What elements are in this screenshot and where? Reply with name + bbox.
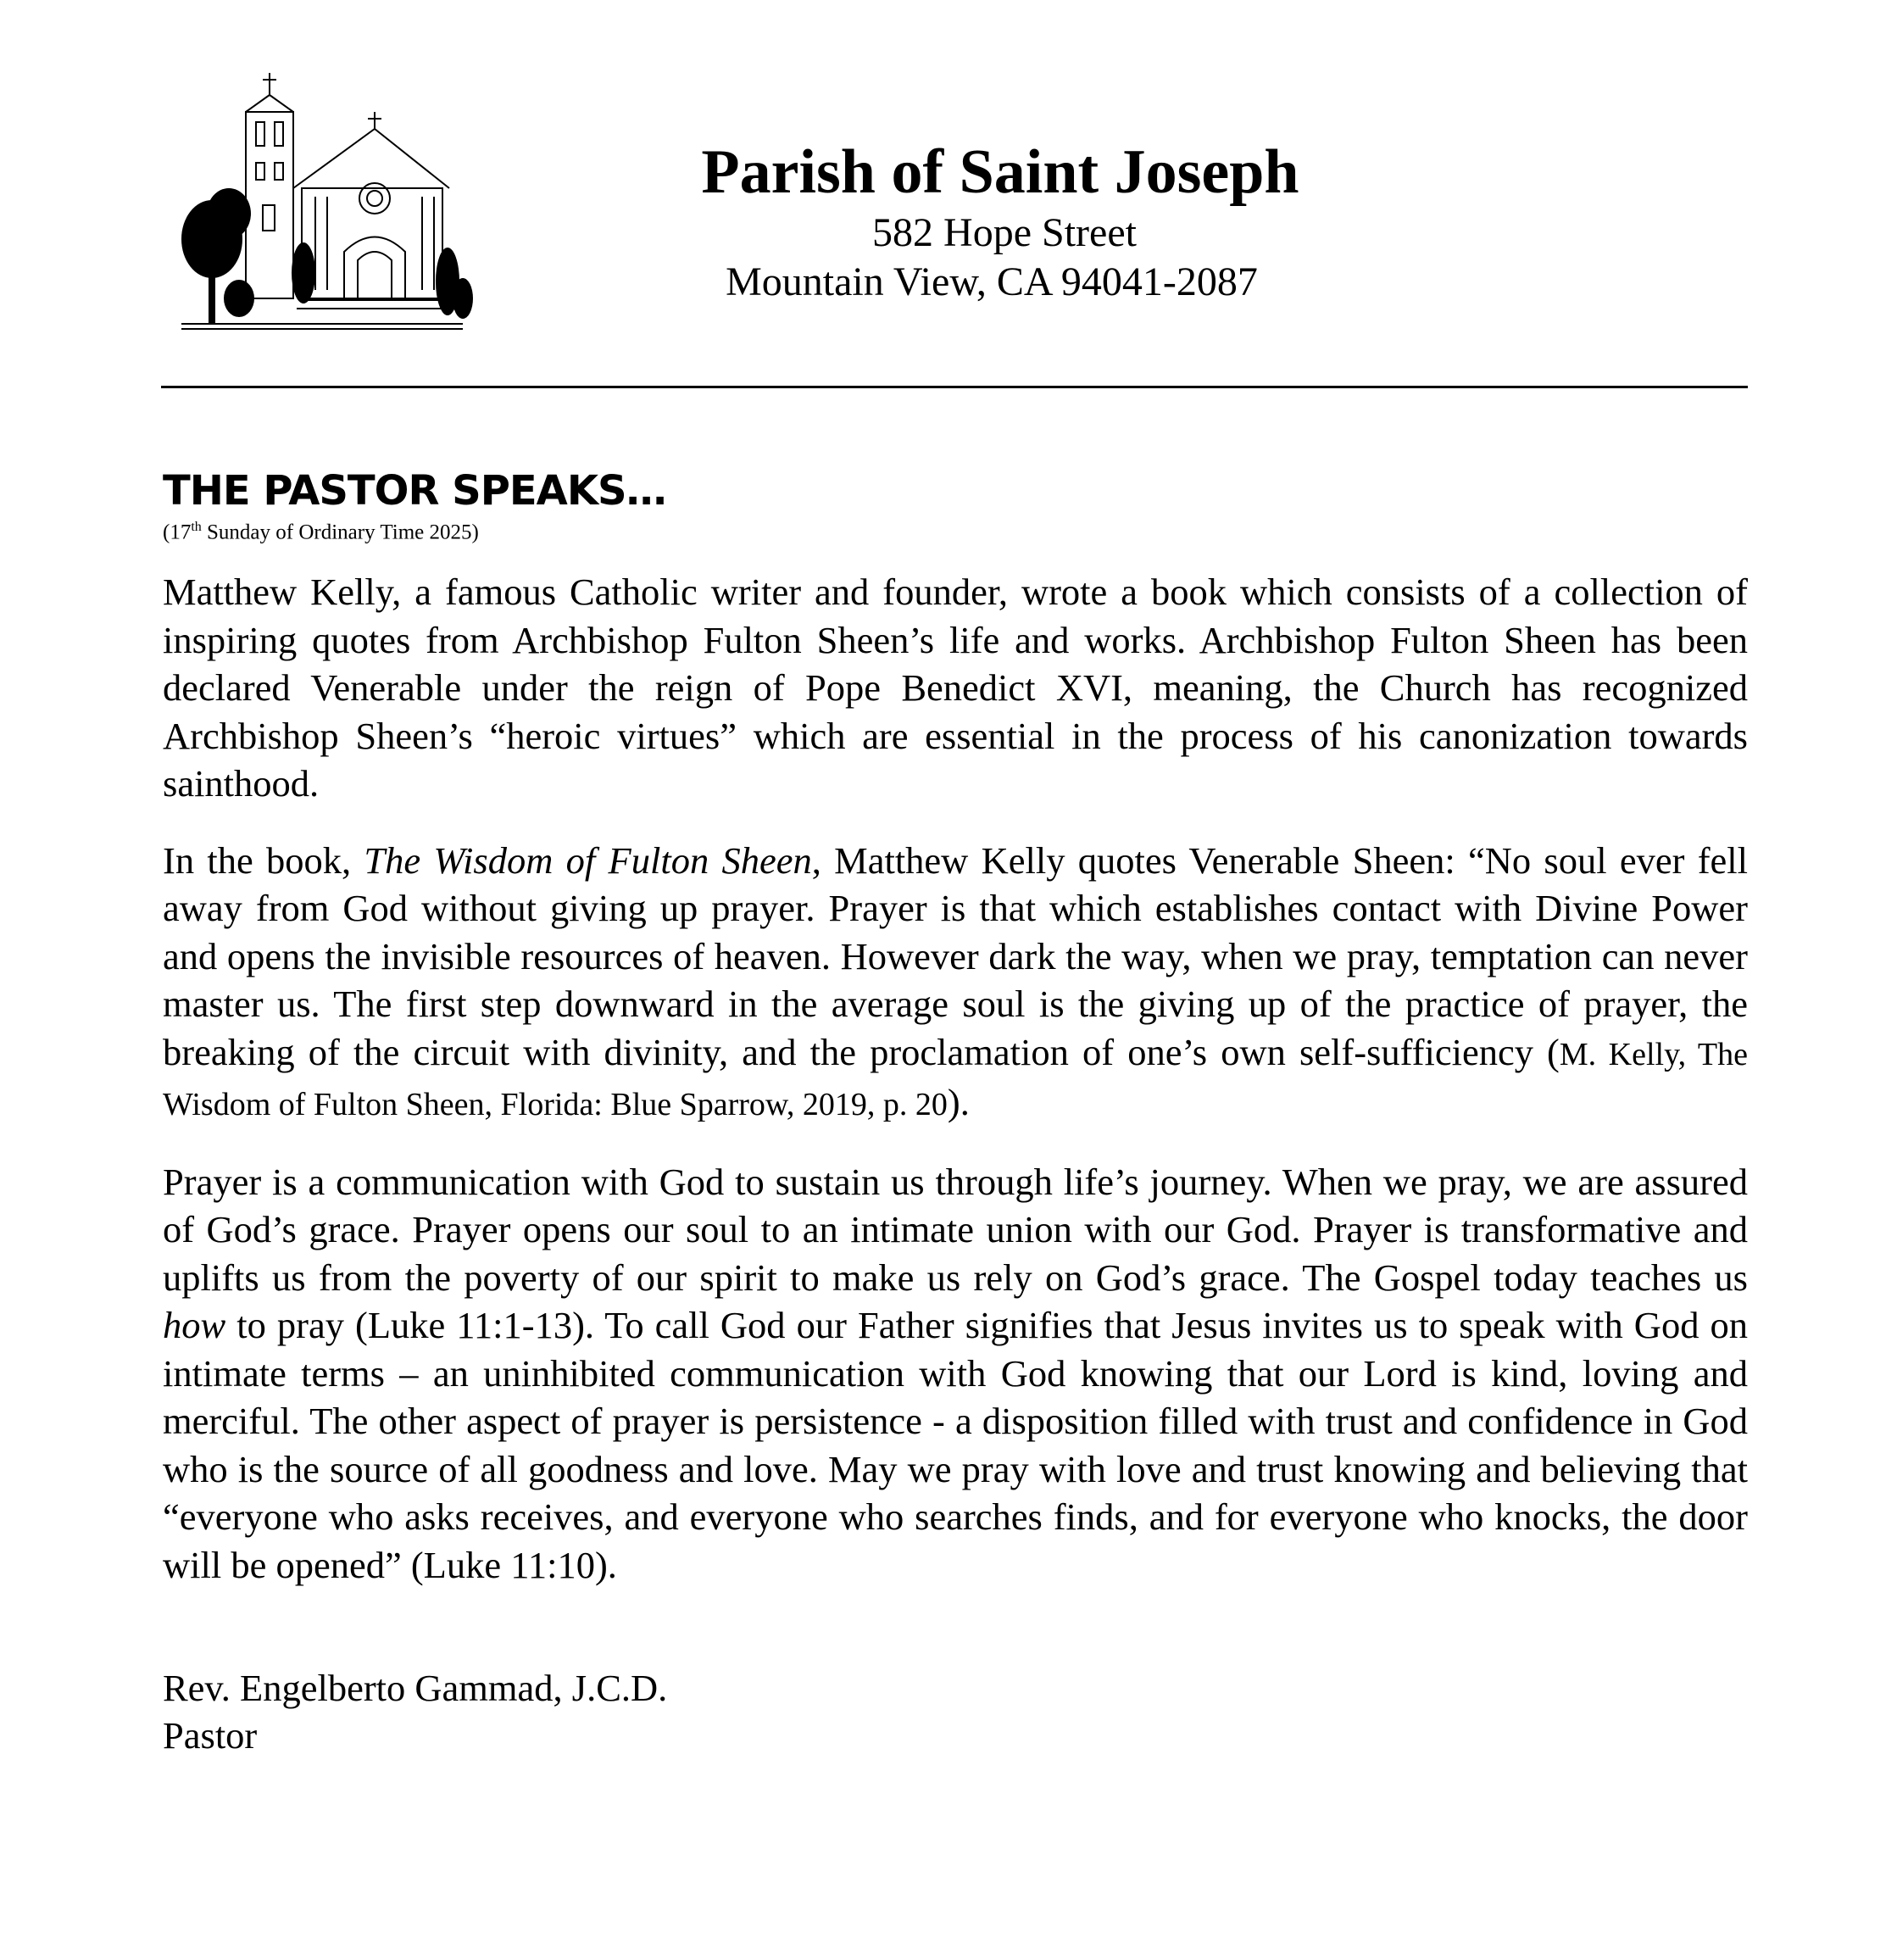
subheading-open: (17 bbox=[163, 521, 192, 544]
article-subheading bbox=[163, 514, 479, 546]
p3-rest: to pray (Luke 11:1-13). To call God our Father signifies that Jesus invites us to speak with God on intimate terms – an uninhibited communication with God knowing that our Lord is kind, loving and merciful. The other aspect of prayer is persistence - a disposition filled with trust and confidence in God who is the source of all goodness and love. May we pray with love and trust knowing and believing that “everyone who asks receives, and everyone who searches finds, and for everyone who knocks, the door will be opened” (Luke 11:10). bbox=[163, 1304, 1748, 1586]
signature-block bbox=[163, 1664, 667, 1759]
p2-quote: , Matthew Kelly quotes Venerable Sheen: “No soul ever fell away from God without giving up prayer. Prayer is that which establishes contact with Divine Power and opens the invisible resources of heaven. However dark the way, when we pray, temptation can never master us. The first step downward in the average soul is the giving up of the practice of prayer, the breaking of the circuit with divinity, and the proclamation of one’s own self-sufficiency ( bbox=[163, 838, 1748, 1073]
article-body bbox=[163, 568, 1748, 1618]
parish-header bbox=[695, 136, 1305, 307]
pastor-name: Rev. Engelberto Gammad, J.C.D. bbox=[163, 1667, 668, 1709]
city-address: Mountain View, CA 94041-2087 bbox=[726, 259, 1258, 304]
header-divider bbox=[161, 386, 1748, 388]
parish-name: Parish of Saint Joseph bbox=[701, 137, 1299, 207]
street-address: 582 Hope Street bbox=[872, 210, 1137, 255]
paragraph-1: Matthew Kelly, a famous Catholic writer and founder, wrote a book which consists of a collection of inspiring quotes from Archbishop Fulton Sheen’s life and works. Archbishop Fulton Sheen has been declared Venerable under the reign of Pope Benedict XVI, meaning, the Church has recognized Archbishop Sheen’s “heroic virtues” which are essential in the process of his canonization towards sainthood. bbox=[163, 571, 1748, 805]
p2-intro: In the book, bbox=[163, 838, 364, 882]
p3-intro: Prayer is a communication with God to sustain us through life’s journey. When we pray, we are assured of God’s grace. Prayer opens our soul to an intimate union with our God. Prayer is transformative and uplifts us from the poverty of our spirit to make us rely on God’s grace. The Gospel today teaches us bbox=[163, 1160, 1748, 1299]
p2-close: ). bbox=[947, 1081, 970, 1123]
subheading-rest: Sunday of Ordinary Time 2025) bbox=[201, 521, 479, 544]
subheading-ordinal: th bbox=[191, 520, 202, 534]
pastor-title: Pastor bbox=[163, 1714, 258, 1757]
article-heading: THE PASTOR SPEAKS… bbox=[163, 467, 666, 515]
church-icon bbox=[178, 70, 475, 337]
citation: M. Kelly, The Wisdom of Fulton Sheen, Florida: Blue Sparrow, 2019, p. 20 bbox=[163, 1036, 1748, 1122]
emphasis-how: how bbox=[163, 1304, 226, 1346]
paragraph-3 bbox=[163, 1158, 1748, 1590]
book-title: The Wisdom of Fulton Sheen bbox=[364, 838, 812, 882]
paragraph-2 bbox=[163, 837, 1748, 1129]
